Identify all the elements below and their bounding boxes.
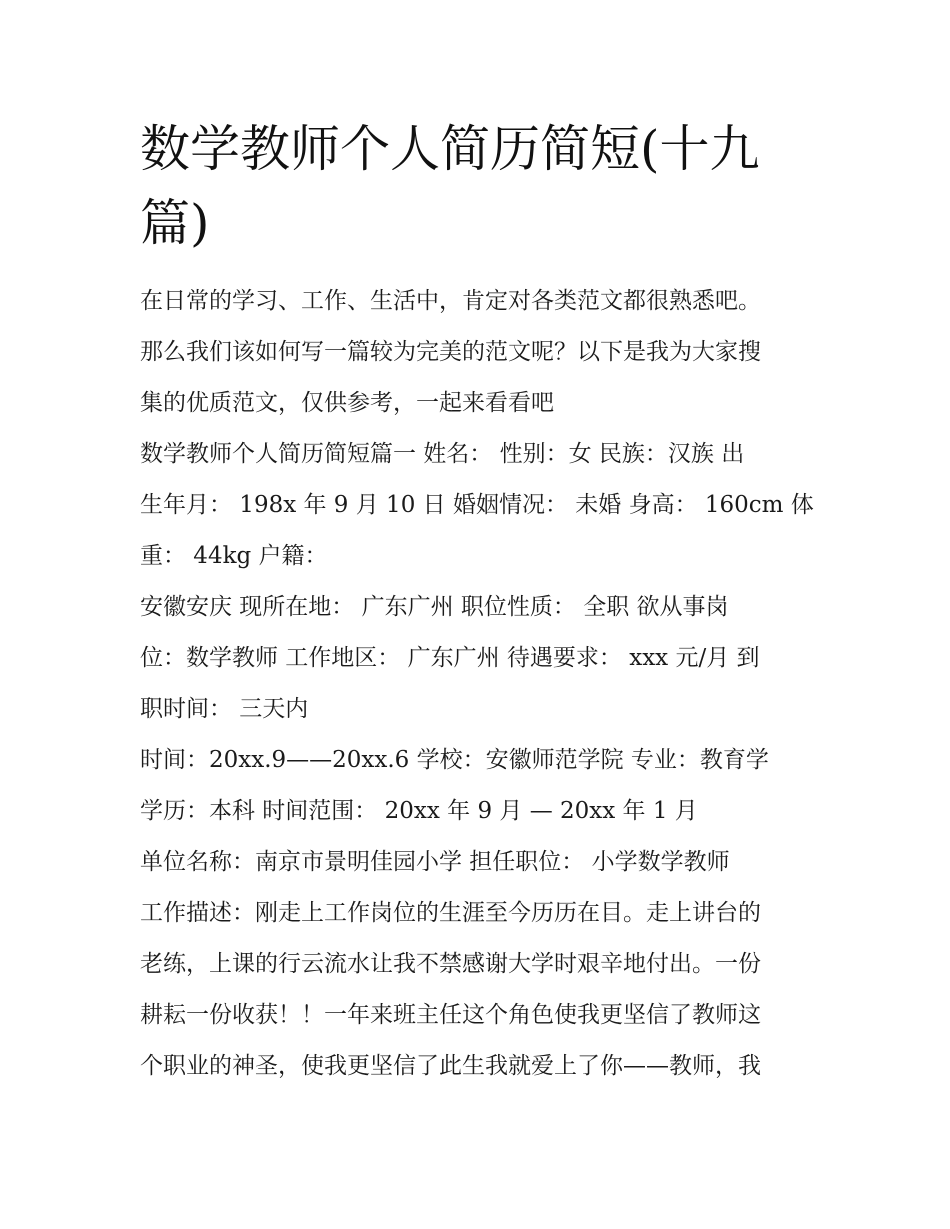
body-line: 个职业的神圣，使我更坚信了此生我就爱上了你——教师，我 xyxy=(140,1053,761,1079)
body-line: 在日常的学习、工作、生活中，肯定对各类范文都很熟悉吧。 xyxy=(140,288,761,314)
body-line: 集的优质范文，仅供参考，一起来看看吧 xyxy=(140,390,554,416)
document-body xyxy=(140,276,820,1092)
body-line: 重： 44kg 户籍： xyxy=(140,543,328,569)
body-line: 数学教师个人简历简短篇一 姓名： 性别：女 民族：汉族 出 xyxy=(140,441,745,467)
body-line: 老练，上课的行云流水让我不禁感谢大学时艰辛地付出。一份 xyxy=(140,951,761,977)
body-line: 学历：本科 时间范围： 20xx 年 9 月 — 20xx 年 1 月 xyxy=(140,798,698,824)
body-line: 那么我们该如何写一篇较为完美的范文呢？以下是我为大家搜 xyxy=(140,339,761,365)
body-line: 耕耘一份收获！！一年来班主任这个角色使我更坚信了教师这 xyxy=(140,1002,761,1028)
body-line: 生年月： 198x 年 9 月 10 日 婚姻情况： 未婚 身高： 160cm 体 xyxy=(140,492,814,518)
body-line: 位：数学教师 工作地区： 广东广州 待遇要求： xxx 元/月 到 xyxy=(140,645,760,671)
title-line: 数学教师个人简历简短(十九 xyxy=(140,120,760,178)
document-title xyxy=(140,112,820,260)
body-line: 安徽安庆 现所在地： 广东广州 职位性质： 全职 欲从事岗 xyxy=(140,594,729,620)
body-line: 工作描述：刚走上工作岗位的生涯至今历历在目。走上讲台的 xyxy=(140,900,761,926)
title-line: 篇) xyxy=(140,194,210,252)
body-line: 职时间： 三天内 xyxy=(140,696,309,722)
body-line: 单位名称：南京市景明佳园小学 担任职位： 小学数学教师 xyxy=(140,849,730,875)
body-line: 时间：20xx.9——20xx.6 学校：安徽师范学院 专业：教育学 xyxy=(140,747,769,773)
